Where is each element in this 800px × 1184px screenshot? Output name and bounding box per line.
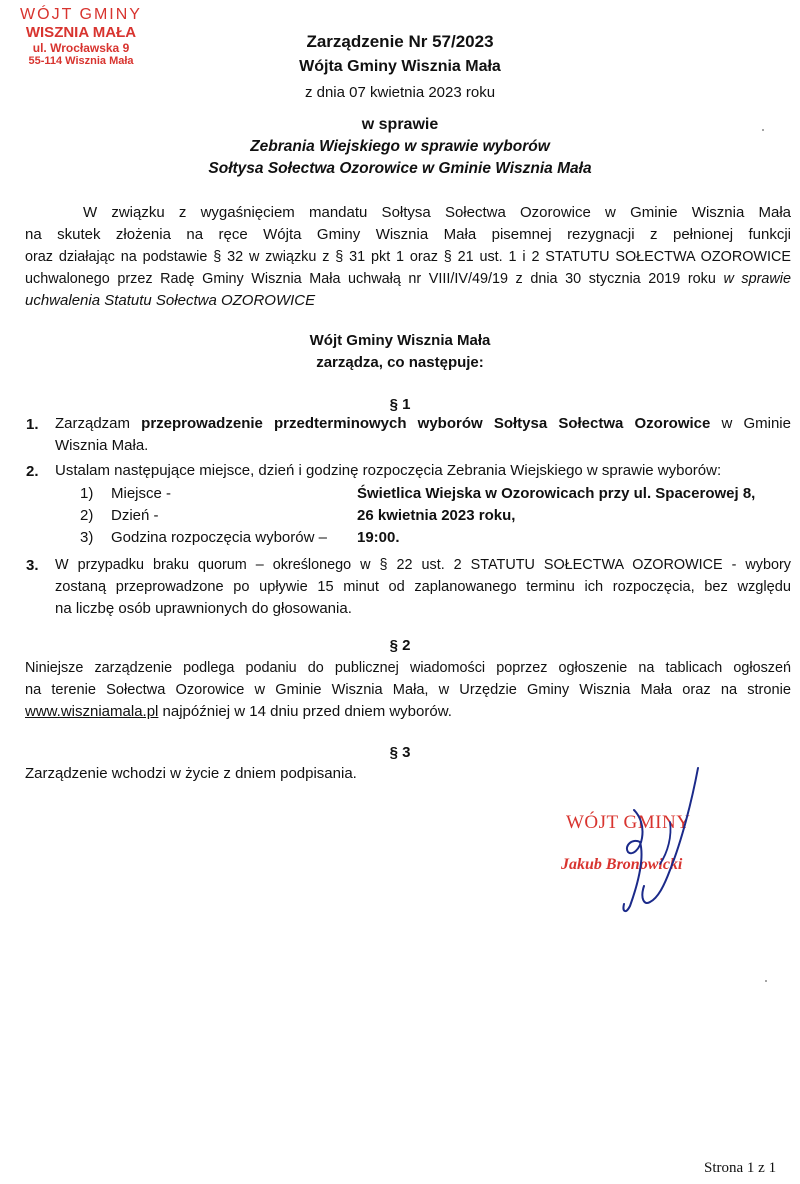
subject-line-1: Zebrania Wiejskiego w sprawie wyborów [250, 138, 550, 155]
item-1-number: 1. [26, 416, 39, 433]
sub-item-2-value: 26 kwietnia 2023 roku, [357, 507, 516, 524]
item-1-post: w Gminie [710, 415, 791, 432]
item-3-line-3: na liczbę osób uprawnionych do głosowania. [55, 600, 352, 617]
intro-line-1: W związku z wygaśnięciem mandatu Sołtysa Sołectwa Ozorowice w Gminie Wisznia Mała [83, 204, 791, 221]
item-3-number: 3. [26, 557, 39, 574]
scan-speck [765, 980, 767, 982]
sub-item-1-value: Świetlica Wiejska w Ozorowicach przy ul. Spacerowej 8, [357, 485, 756, 502]
item-3-text [55, 554, 791, 620]
stamp-line-2: WISZNIA MAŁA [25, 24, 137, 41]
section-1-heading: § 1 [389, 396, 411, 413]
intro-line-4: uchwalonego przez Radę Gminy Wisznia Mała uchwałą nr VIII/IV/49/19 z dnia 30 stycznia 2019 roku [25, 271, 724, 287]
section-2-heading: § 2 [389, 637, 411, 654]
subject-line-2: Sołtysa Sołectwa Ozorowice w Gminie Wisznia Mała [208, 160, 592, 177]
website-link[interactable]: www.wiszniamala.pl [25, 703, 159, 720]
sub-item-3-number: 3) [80, 529, 94, 546]
intro-line-4-italic: w sprawie [723, 271, 791, 287]
stamp-line-4: 55-114 Wisznia Mała [28, 55, 134, 67]
section-2-line-2: na terenie Sołectwa Ozorowice w Gminie Wisznia Mała, w Urzędzie Gminy Wisznia Mała oraz na stronie [25, 682, 791, 698]
handwritten-signature [600, 760, 720, 920]
section-2-line-3: najpóźniej w 14 dniu przed dniem wyborów. [158, 703, 452, 720]
signature-stamp-title: WÓJT GMINY [566, 812, 691, 833]
intro-line-3: oraz działając na podstawie § 32 w związku z § 31 pkt 1 oraz § 21 ust. 1 i 2 STATUTU SOŁECTWA OZOROWICE [25, 249, 791, 265]
section-2-line-1: Niniejsze zarządzenie podlega podaniu do publicznej wiadomości poprzez ogłoszenie na tablicach ogłoszeń [25, 660, 791, 676]
sub-item-1-number: 1) [80, 485, 94, 502]
item-1-line-2: Wisznia Mała. [55, 437, 149, 454]
in-matter-label: w sprawie [361, 116, 439, 133]
section-3-text: Zarządzenie wchodzi w życie z dniem podpisania. [25, 765, 357, 782]
sub-item-1-label: Miejsce - [111, 485, 172, 502]
document-authority: Wójta Gminy Wisznia Mała [299, 58, 501, 75]
item-1-text [55, 413, 791, 457]
sub-item-3-label: Godzina rozpoczęcia wyborów – [111, 529, 327, 546]
item-1-bold: przeprowadzenie przedterminowych wyborów Sołtysa Sołectwa Ozorowice [141, 415, 711, 432]
intro-line-5-italic: uchwalenia Statutu Sołectwa OZOROWICE [25, 292, 316, 309]
intro-line-2: na skutek złożenia na ręce Wójta Gminy Wisznia Mała pisemnej rezygnacji z pełnionej funkcji [25, 226, 791, 243]
document-title: Zarządzenie Nr 57/2023 [306, 32, 494, 51]
item-2-text: Ustalam następujące miejsce, dzień i godzinę rozpoczęcia Zebrania Wiejskiego w sprawie wyborów: [55, 462, 722, 479]
sub-item-3-value: 19:00. [357, 529, 400, 546]
scan-speck [762, 129, 764, 131]
item-3-line-1: W przypadku braku quorum – określonego w § 22 ust. 2 STATUTU SOŁECTWA OZOROWICE - wybory [55, 557, 791, 573]
sub-item-2-label: Dzień - [111, 507, 159, 524]
intro-paragraph [25, 202, 791, 312]
item-3-line-2: zostaną przeprowadzone po upływie 15 minut od zaplanowanego terminu ich rozpoczęcia, bez względu [55, 579, 791, 595]
decree-line-2: zarządza, co następuje: [316, 354, 484, 371]
page-number: Strona 1 z 1 [704, 1160, 777, 1176]
document-date: z dnia 07 kwietnia 2023 roku [304, 84, 496, 101]
decree-line-1: Wójt Gminy Wisznia Mała [309, 332, 491, 349]
section-3-heading: § 3 [389, 744, 411, 761]
stamp-line-3: ul. Wrocławska 9 [32, 41, 130, 55]
item-1-pre: Zarządzam [55, 415, 142, 432]
sub-item-2-number: 2) [80, 507, 94, 524]
section-2-paragraph [25, 657, 791, 723]
item-2-number: 2. [26, 463, 39, 480]
signature-stamp-name: Jakub Bronowicki [561, 856, 683, 873]
stamp-line-1: WÓJT GMINY [20, 6, 142, 23]
